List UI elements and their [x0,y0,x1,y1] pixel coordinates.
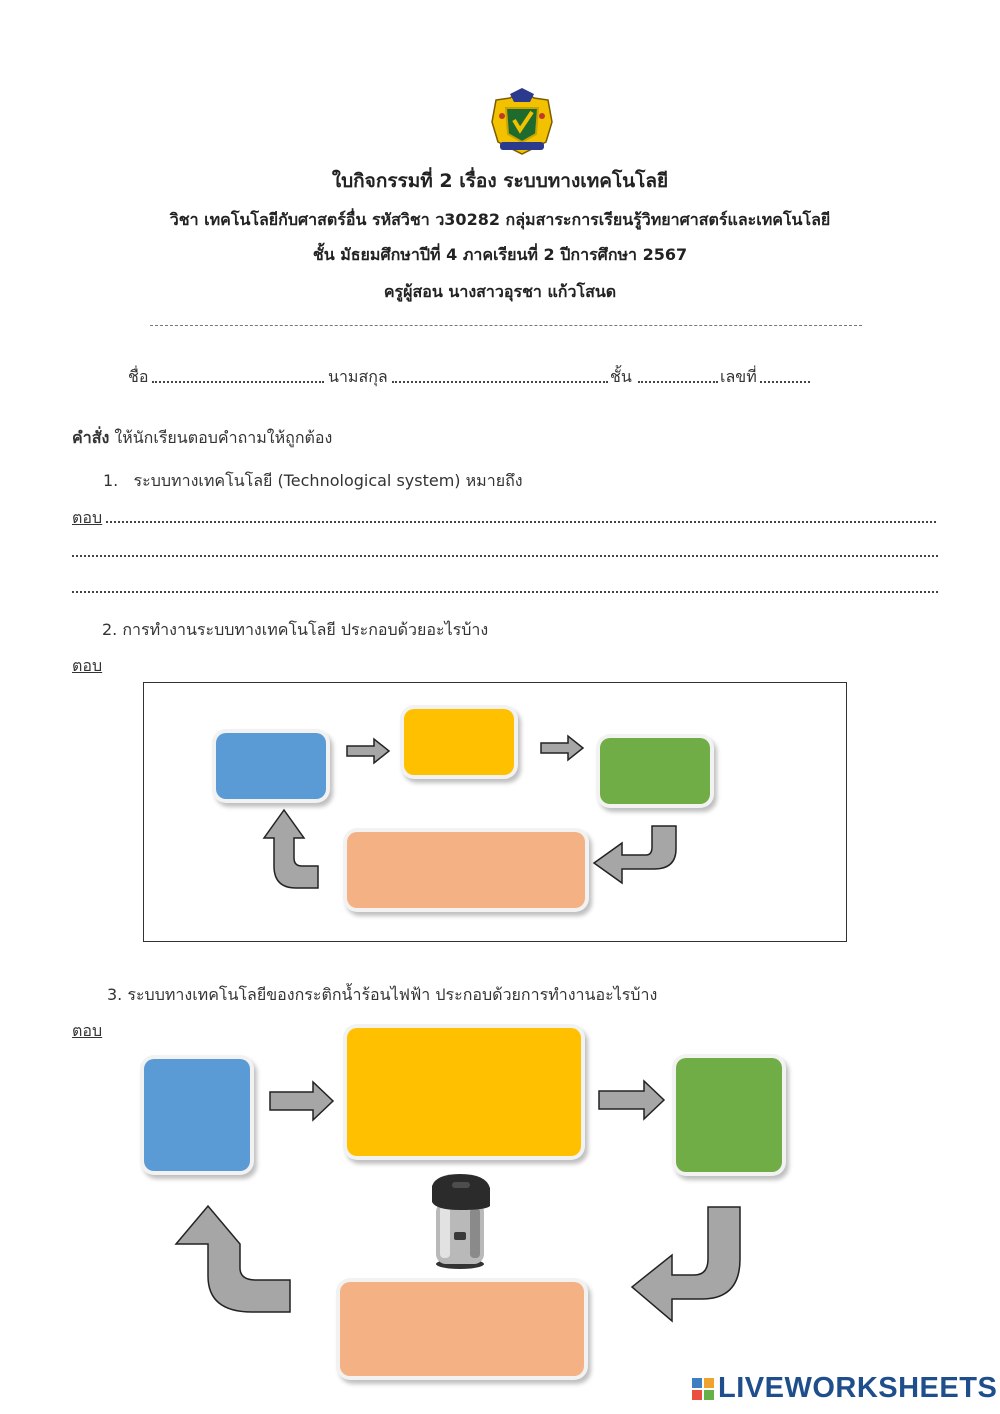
liveworksheets-logo [692,1378,714,1400]
answer-line-1a[interactable] [106,521,936,523]
output-box-3[interactable] [676,1058,782,1172]
answer-label-1: ตอบ [72,508,103,527]
question-1 [103,469,523,494]
electric-kettle-image [426,1172,494,1270]
question-text: ระบบทางเทคโนโลยี (Technological system) หมายถึง [133,471,523,490]
feedback-box-3[interactable] [340,1282,584,1376]
surname-label: นามสกุล [328,367,388,386]
question-number: 3. [107,985,123,1004]
answer-label-3: ตอบ [72,1021,103,1040]
answer-line-1b[interactable] [72,555,938,557]
teacher-line: ครูผู้สอน นางสาวอุรชา แก้วโสนด [383,282,617,301]
instruction-bold: คำสั่ง [72,428,110,447]
question-number: 1. [103,471,119,490]
watermark: LIVEWORKSHEETS [718,1372,998,1404]
instruction [72,426,332,451]
surname-field[interactable] [392,381,608,383]
question-text: ระบบทางเทคโนโลยีของกระติกน้ำร้อนไฟฟ้า ประกอบด้วยการทำงานอะไรบ้าง [127,985,658,1004]
school-logo-emblem [486,86,558,158]
process-box-3[interactable] [347,1028,581,1156]
class-field[interactable] [638,381,718,383]
right-arrow-icon [269,1081,335,1121]
feedback-box-2[interactable] [347,832,585,908]
curved-down-left-arrow-icon [630,1205,742,1323]
page-title: ใบกิจกรรมที่ 2 เรื่อง ระบบทางเทคโนโลยี [331,170,669,192]
number-field[interactable] [760,381,810,383]
answer-line-1c[interactable] [72,591,938,593]
question-3 [107,983,657,1008]
question-number: 2. [102,620,118,639]
process-box-2[interactable] [404,709,514,775]
class-line: ชั้น มัธยมศึกษาปีที่ 4 ภาคเรียนที่ 2 ปีการศึกษา 2567 [312,245,688,264]
instruction-text: ให้นักเรียนตอบคำถามให้ถูกต้อง [114,428,333,447]
output-box-2[interactable] [600,738,710,804]
right-arrow-icon [346,738,390,764]
right-arrow-icon [598,1080,666,1120]
right-arrow-icon [540,735,584,761]
answer-label-2: ตอบ [72,656,103,675]
curved-down-left-arrow-icon [592,825,678,885]
subject-line: วิชา เทคโนโลยีกับศาสตร์อื่น รหัสวิชา ว30282 กลุ่มสาระการเรียนรู้วิทยาศาสตร์และเทคโนโลยี [169,210,831,229]
curved-up-arrow-icon [172,1204,292,1314]
name-field[interactable] [152,381,324,383]
number-label: เลขที่ [720,367,757,386]
input-box-2[interactable] [216,733,326,799]
name-label: ชื่อ [128,367,149,386]
question-text: การทำงานระบบทางเทคโนโลยี ประกอบด้วยอะไรบ้าง [122,620,489,639]
question-2 [102,618,488,643]
curved-up-arrow-icon [262,808,320,890]
input-box-3[interactable] [144,1059,250,1171]
class-label: ชั้น [610,367,632,386]
header-divider [150,325,862,326]
